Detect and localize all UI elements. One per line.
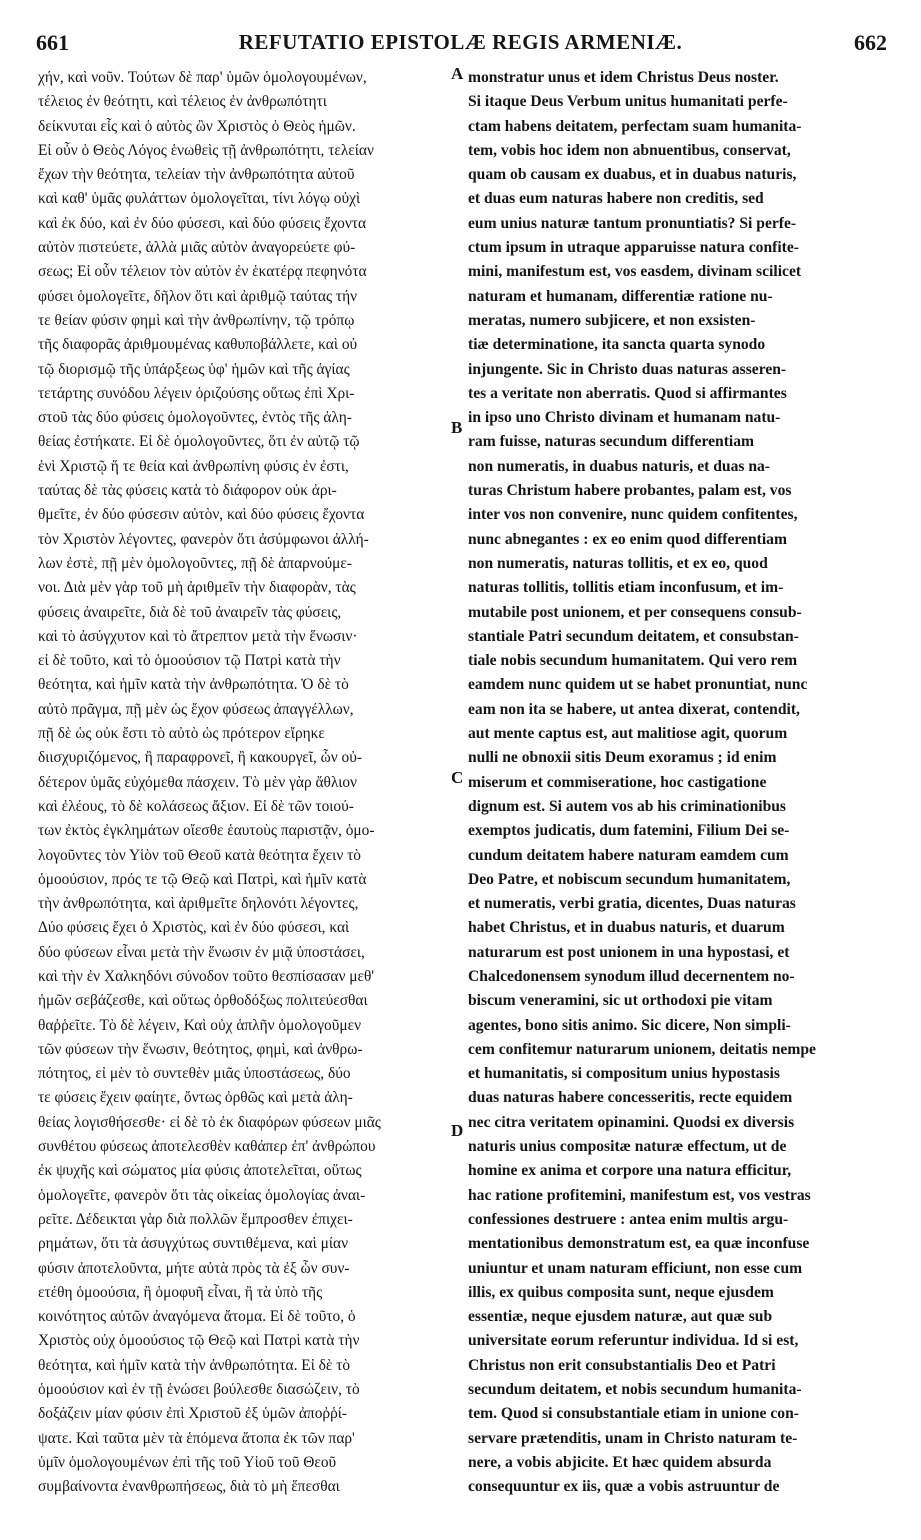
latin-text-line: naturis unius compositæ naturæ effectum, ut de (468, 1138, 787, 1156)
greek-text-line: τῆς διαφορᾶς ἀριθμουμένας καθυποβάλλετε, καὶ οὐ (38, 336, 358, 354)
latin-text-line: cem confitemur naturarum unionem, deitatis nempe (468, 1040, 816, 1058)
latin-text-line: monstratur unus et idem Christus Deus noster. (468, 69, 779, 86)
greek-text-line: τε θείαν φύσιν φημὶ καὶ τὴν ἀνθρωπίνην, τῷ τρόπῳ (38, 311, 355, 329)
latin-text-line: nulli ne obnoxii sitis Deum exoramus ; id enim (468, 749, 777, 767)
greek-text-line: θείας λογισθήσεσθε· εἰ δὲ τὸ ἐκ διαφόρων φύσεων μιᾶς (38, 1113, 381, 1131)
latin-column (468, 66, 886, 1500)
latin-text-line: stantiale Patri secundum deitatem, et consubstan- (468, 627, 799, 645)
greek-text-line: θείας ἐστήκατε. Εἰ δὲ ὁμολογοῦντες, ὅτι ἐν αὐτῷ τῷ (38, 433, 360, 451)
latin-text-line: et humanitatis, si compositum unius hypostasis (468, 1065, 780, 1083)
latin-text-line: dignum est. Si autem vos ab his criminationibus (468, 797, 786, 815)
greek-text-line: καὶ ἐλέους, τὸ δὲ κολάσεως ἄξιον. Εἰ δὲ τῶν τοιού- (38, 797, 354, 815)
greek-text-line: πότητος, εἰ μὲν τὸ συντεθὲν μιᾶς ὑποστάσεως, δύο (38, 1065, 351, 1083)
latin-text-line: uniuntur et unam naturam efficiunt, non esse cum (468, 1259, 803, 1277)
greek-text-line: ἑνὶ Χριστῷ ἥ τε θεία καὶ ἀνθρωπίνη φύσις ἐν ἐστι, (38, 457, 349, 475)
section-marker-c: C (451, 768, 464, 787)
latin-text-line: inter vos non convenire, nunc quidem confitentes, (468, 506, 798, 524)
greek-text-line: λων ἐστὲ, πῇ μὲν ὁμολογοῦντες, πῇ δὲ ἀπαρνούμε- (38, 554, 352, 572)
latin-text-line: illis, ex quibus composita sunt, neque ejusdem (468, 1283, 774, 1301)
greek-text-line: λογοῦντες τὸν Υἱὸν τοῦ Θεοῦ κατὰ θεότητα ἔχειν τὸ (38, 846, 362, 864)
greek-text-line: δείκνυται εἷς καὶ ὁ αὐτὸς ὢν Χριστὸς ὁ Θεὸς ἡμῶν. (38, 117, 356, 135)
greek-text-line: ρημάτων, ὅτι τὰ ἀσυγχύτως συντιθέμενα, καὶ μίαν (38, 1235, 349, 1253)
greek-text-line: ἡμῶν σεβάζεσθε, καὶ οὕτως ὀρθοδόξως πολιτεύεσθαι (38, 992, 368, 1010)
latin-text-line: universitate eorum referuntur individua. Id si est, (468, 1332, 799, 1350)
latin-text-line: cundum deitatem habere naturam eamdem cum (468, 846, 789, 864)
latin-text-line: hac ratione profitemini, manifestum est, vos vestras (468, 1186, 811, 1204)
latin-text-line: ctam habens deitatem, perfectam suam humanita- (468, 117, 802, 135)
page-number-left: 661 (36, 30, 69, 55)
latin-text-line: aut mente captus est, aut malitiose agit, quorum (468, 725, 788, 743)
greek-text-line: καὶ τὸ ἀσύγχυτον καὶ τὸ ἄτρεπτον μετὰ τὴν ἕνωσιν· (38, 627, 358, 645)
latin-text-line: et numeratis, verbi gratia, dicentes, Duas naturas (468, 895, 796, 913)
running-title: REFUTATIO EPISTOLÆ REGIS ARMENIÆ. (238, 30, 683, 54)
latin-text-line: et duas eum naturas habere non creditis, sed (468, 190, 764, 208)
latin-text-line: nunc abnegantes : ex eo enim quod differentiam (468, 530, 787, 548)
greek-text-line: ἐκ ψυχῆς καὶ σώματος μία φύσις ἀποτελεῖται, οὕτως (38, 1162, 362, 1180)
greek-text-line: θεότητα, καὶ ἡμῖν κατὰ τὴν ἀνθρωπότητα. Ὁ δὲ τὸ (38, 676, 349, 694)
greek-text-line: τὴν ἀνθρωπότητα, καὶ ἀριθμεῖτε δηλονότι λέγοντες, (38, 895, 359, 913)
greek-text-line: καὶ τὴν ἐν Χαλκηδόνι σύνοδον τοῦτο θεσπίσασαν μεθ' (38, 967, 375, 985)
greek-text-line: θμεῖτε, ἐν δύο φύσεσιν αὐτὸν, καὶ δύο φύσεις ἔχοντα (38, 506, 365, 524)
latin-text-line: tem. Quod si consubstantiale etiam in unione con- (468, 1405, 799, 1423)
latin-text-line: confessiones destruere : antea enim multis argu- (468, 1210, 789, 1228)
greek-text-line: τὸν Χριστὸν λέγοντες, φανερὸν ὅτι ἀσύμφωνοι ἀλλή- (38, 530, 369, 548)
latin-text-line: mentationibus demonstratum est, ea quæ inconfuse (468, 1235, 810, 1253)
greek-text-line: των ἐκτὸς ἐγκλημάτων οἴεσθε ἑαυτοὺς παριστᾷν, ὁμο- (38, 822, 375, 840)
latin-text-line: exemptos judicatis, dum fatemini, Filium Dei se- (468, 822, 790, 840)
section-marker-d: D (451, 1121, 464, 1140)
greek-text-line: αὐτὸν πιστεύετε, ἀλλὰ μιᾶς αὐτὸν ἀναγορεύετε φύ- (38, 239, 356, 257)
latin-text-line: duas naturas habere concesseritis, recte equidem (468, 1089, 793, 1107)
greek-text-line: εἰ δὲ τοῦτο, καὶ τὸ ὁμοούσιον τῷ Πατρὶ κατὰ τὴν (38, 652, 341, 670)
greek-text-line: ρεῖτε. Δέδεικται γὰρ διὰ πολλῶν ἔμπροσθεν ἐπιχει- (38, 1210, 353, 1228)
latin-text-line: mutabile post unionem, et per consequens consub- (468, 603, 802, 621)
latin-text-line: secundum deitatem, et nobis secundum humanita- (468, 1381, 802, 1399)
latin-text-line: tiale nobis secundum humanitatem. Qui vero rem (468, 652, 798, 670)
greek-text-line: τε φύσεις ἔχειν φαίητε, ὄντως ὀρθῶς καὶ μετὰ ἀλη- (38, 1089, 353, 1107)
latin-text-line: mini, manifestum est, vos easdem, divinam scilicet (468, 263, 802, 281)
latin-text-line: eum unius naturæ tantum pronuntiatis? Si perfe- (468, 214, 797, 232)
greek-text-line: ὑμῖν ὁμολογουμένων ἐπὶ τῆς τοῦ Υἱοῦ τοῦ Θεοῦ (38, 1453, 337, 1471)
greek-text-line: Δύο φύσεις ἔχει ὁ Χριστὸς, καὶ ἐν δύο φύσεσι, καὶ (38, 919, 350, 937)
greek-text-line: νοι. Διὰ μὲν γὰρ τοῦ μὴ ἀριθμεῖν τὴν διαφορὰν, τὰς (38, 579, 356, 597)
latin-text-line: tem, vobis hoc idem non abnuentibus, conservat, (468, 141, 791, 159)
greek-text-line: ὁμοούσιον, πρός τε τῷ Θεῷ καὶ Πατρὶ, καὶ ἡμῖν κατὰ (38, 870, 367, 888)
latin-text-line: eam non ita se habere, ut antea dixerat, contendit, (468, 700, 800, 718)
section-marker-b: B (451, 418, 463, 437)
greek-text-line: τετάρτης συνόδου λέγειν ὁριζούσης οὕτως ἐπὶ Χρι- (38, 384, 355, 402)
greek-text-line: φύσεις ἀναιρεῖτε, διὰ δὲ τοῦ ἀναιρεῖν τὰς φύσεις, (38, 603, 342, 621)
latin-text-line: non numeratis, naturas tollitis, et ex eo, quod (468, 554, 768, 572)
latin-text-line: eamdem nunc quidem ut se habet pronuntiat, nunc (468, 676, 808, 694)
latin-text-line: nere, a vobis abjicite. Et hæc quidem absurda (468, 1453, 772, 1471)
greek-text-line: ὁμοούσιον καὶ ἐν τῇ ἑνώσει βούλεσθε διασώζειν, τὸ (38, 1381, 360, 1399)
latin-text-line: homine ex anima et corpore una natura efficitur, (468, 1162, 792, 1180)
latin-text-line: non numeratis, in duabus naturis, et duas na- (468, 457, 770, 475)
latin-text-line: naturarum est post unionem in una hypostasi, et (468, 943, 790, 961)
greek-text-line: δοξάζειν μίαν φύσιν ἐπὶ Χριστοῦ ἐξ ὑμῶν ἀποῤῥί- (38, 1405, 348, 1423)
greek-column (38, 66, 458, 1500)
greek-text-line: πῇ δὲ ὡς οὐκ ἔστι τὸ αὐτὸ ὡς πρότερον εἴρηκε (38, 725, 325, 743)
greek-text-line: φύσει ὁμολογεῖτε, δῆλον ὅτι καὶ ἀριθμῷ ταύτας τήν (38, 287, 358, 305)
greek-text-line: καὶ καθ' ὑμᾶς φυλάττων ὁμολογεῖται, τίνι λόγῳ οὐχὶ (38, 190, 361, 208)
latin-text-line: quam ob causam ex duabus, et in duabus naturis, (468, 166, 797, 184)
greek-text-line: ταύτας δὲ τὰς φύσεις κατὰ τὸ διάφορον οὐκ ἀρι- (38, 482, 337, 500)
latin-text-line: consequuntur ex iis, quæ a vobis astruuntur de (468, 1478, 780, 1496)
greek-text-line: δέτερον ὑμᾶς εὐχόμεθα πάσχειν. Τὸ μὲν γὰρ ἄθλιον (38, 773, 357, 791)
greek-text-line: συμβαίνοντα ἐνανθρωπήσεως, διὰ τὸ μὴ ἕπεσθαι (38, 1478, 340, 1496)
greek-text-line: τῶν φύσεων τὴν ἕνωσιν, θεότητος, φημὶ, καὶ ἀνθρω- (38, 1040, 363, 1058)
greek-text-line: τέλειος ἐν θεότητι, καὶ τέλειος ἐν ἀνθρωπότητι (38, 93, 327, 111)
latin-text-line: ctum ipsum in utraque apparuisse natura confite- (468, 239, 799, 257)
greek-text-line: ἔχων τὴν θεότητα, τελείαν τὴν ἀνθρωπότητα αὐτοῦ (38, 166, 355, 184)
latin-text-line: tes a veritate non aberratis. Quod si affirmantes (468, 384, 787, 402)
greek-text-line: αὐτὸ πρᾶγμα, πῇ μὲν ὡς ἔχον φύσεως ἀπαγγέλλων, (38, 700, 354, 718)
latin-text-line: essentiæ, neque ejusdem naturæ, aut quæ sub (468, 1308, 773, 1326)
latin-text-line: meratas, numero subjicere, et non exsisten- (468, 311, 756, 329)
latin-text-line: Chalcedonensem synodum illud decernentem no- (468, 967, 795, 985)
greek-text-line: Εἰ οὖν ὁ Θεὸς Λόγος ἑνωθεὶς τῇ ἀνθρωπότητι, τελείαν (38, 141, 374, 159)
greek-text-line: σεως; Εἰ οὖν τέλειον τὸν αὐτὸν ἐν ἑκατέρᾳ πεφηνότα (38, 263, 367, 281)
section-marker-a: A (451, 64, 464, 83)
latin-text-line: miserum et commiseratione, hoc castigatione (468, 773, 767, 791)
latin-text-line: injungente. Sic in Christo duas naturas asseren- (468, 360, 787, 378)
latin-text-line: Deo Patre, et nobiscum secundum humanitatem, (468, 870, 791, 888)
latin-text-line: naturam et humanam, differentiæ ratione nu- (468, 287, 773, 305)
greek-text-line: καὶ ἐκ δύο, καὶ ἐν δύο φύσεσι, καὶ δύο φύσεις ἔχοντα (38, 214, 367, 232)
latin-text-line: servare prætenditis, unam in Christo naturam te- (468, 1429, 798, 1447)
latin-text-line: agentes, bono sitis animo. Sic dicere, Non simpli- (468, 1016, 791, 1034)
latin-text-line: biscum veneramini, sic ut orthodoxi pie vitam (468, 992, 773, 1010)
greek-text-line: τῷ διορισμῷ τῆς ὑπάρξεως ὑφ' ἡμῶν καὶ τῆς ἁγίας (38, 360, 350, 378)
greek-text-line: Χριστὸς οὐχ ὁμοούσιος τῷ Θεῷ καὶ Πατρὶ κατὰ τὴν (38, 1332, 360, 1350)
greek-text-line: δύο φύσεων εἶναι μετὰ τὴν ἕνωσιν ἐν μιᾷ ὑποστάσει, (38, 943, 365, 961)
greek-text-line: συνθέτου φύσεως ἀποτελεσθὲν καθάπερ ἐπ' ἀνθρώπου (38, 1138, 376, 1156)
latin-text-line: tiæ determinatione, ita sancta quarta synodo (468, 336, 766, 354)
latin-text-line: in ipso uno Christo divinam et humanam natu- (468, 409, 781, 427)
greek-text-line: φύσιν ἀποτελοῦντα, μήτε αὐτὰ πρὸς τὰ ἐξ ὧν συν- (38, 1259, 350, 1277)
page-header (0, 0, 921, 58)
greek-text-line: ψατε. Καὶ ταῦτα μὲν τὰ ἑπόμενα ἄτοπα ἐκ τῶν παρ' (38, 1429, 355, 1447)
greek-text-line: διισχυριζόμενος, ἢ παραφρονεῖ, ἢ κακουργεῖ, ὧν οὐ- (38, 749, 362, 767)
greek-text-line: χήν, καὶ νοῦν. Τούτων δὲ παρ' ὑμῶν ὁμολογουμένων, (38, 69, 367, 86)
latin-text-line: habet Christus, et in duabus naturis, et duarum (468, 919, 785, 937)
latin-text-line: naturas tollitis, tollitis etiam inconfusum, et im- (468, 579, 784, 597)
greek-text-line: ετέθη ὁμοούσια, ἢ ὁμοφυῆ εἶναι, ἢ τὰ ὑπὸ τῆς (38, 1283, 323, 1301)
greek-text-line: κοινότητος αὐτῶν ἀναγόμενα ἄτομα. Εἰ δὲ τοῦτο, ὁ (38, 1308, 356, 1326)
latin-text-line: nec citra veritatem opinamini. Quodsi ex diversis (468, 1113, 795, 1131)
page-number-right: 662 (854, 30, 887, 55)
latin-text-line: Christus non erit consubstantialis Deo et Patri (468, 1356, 776, 1374)
greek-text-line: θαῤῥεῖτε. Τὸ δὲ λέγειν, Καὶ οὐχ ἁπλῆν ὁμολογοῦμεν (38, 1016, 362, 1034)
latin-text-line: Si itaque Deus Verbum unitus humanitati perfe- (468, 93, 788, 111)
greek-text-line: θεότητα, καὶ ἡμῖν κατὰ τὴν ἀνθρωπότητα. Εἰ δὲ τὸ (38, 1356, 351, 1374)
latin-text-line: turas Christum habere probantes, palam est, vos (468, 482, 792, 500)
greek-text-line: στοῦ τὰς δύο φύσεις ὁμολογοῦντες, ἐντὸς τῆς ἀλη- (38, 409, 352, 427)
greek-text-line: ὁμολογεῖτε, φανερὸν ὅτι τὰς οἰκείας ὁμολογίας ἀναι- (38, 1186, 366, 1204)
latin-text-line: ram fuisse, naturas secundum differentiam (468, 433, 755, 451)
